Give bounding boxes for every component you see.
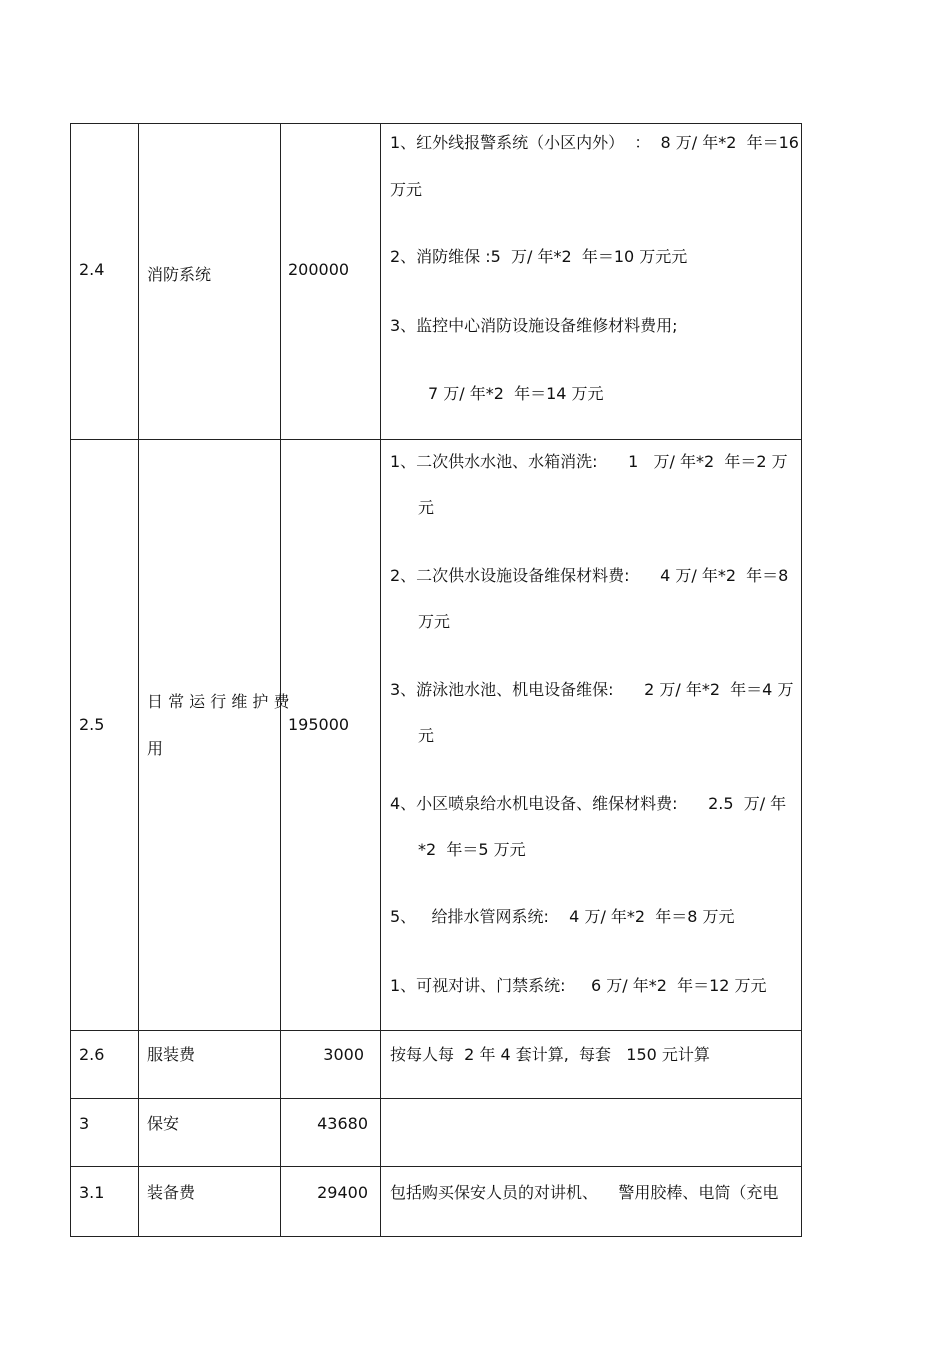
table-border bbox=[70, 1098, 802, 1099]
row-detail-line: 元 bbox=[418, 498, 435, 517]
row-item-name: 消防系统 bbox=[147, 265, 212, 284]
row-detail-line: *2 年＝5 万元 bbox=[418, 840, 526, 859]
row-detail-line: 按每人每 2 年 4 套计算, 每套 150 元计算 bbox=[390, 1045, 710, 1064]
row-detail-line: 3、监控中心消防设施设备维修材料费用; bbox=[390, 316, 678, 335]
row-item-name: 保安 bbox=[147, 1114, 180, 1133]
row-detail-line: 3、游泳池水池、机电设备维保: 2 万/ 年*2 年＝4 万 bbox=[390, 680, 794, 699]
table-border bbox=[70, 123, 71, 1237]
table-border bbox=[70, 123, 802, 124]
row-number: 2.4 bbox=[79, 260, 105, 279]
row-detail-line: 元 bbox=[418, 726, 435, 745]
row-detail-line: 包括购买保安人员的对讲机、 警用胶棒、电筒（充电 bbox=[390, 1183, 779, 1202]
row-detail-line: 万元 bbox=[418, 612, 451, 631]
row-amount: 200000 bbox=[288, 260, 350, 279]
row-detail-line: 1、可视对讲、门禁系统: 6 万/ 年*2 年＝12 万元 bbox=[390, 976, 767, 995]
row-item-name: 日 常 运 行 维 护 费 bbox=[147, 692, 290, 711]
row-detail-line: 2、二次供水设施设备维保材料费: 4 万/ 年*2 年＝8 bbox=[390, 566, 789, 585]
row-detail-line: 5、 给排水管网系统: 4 万/ 年*2 年＝8 万元 bbox=[390, 907, 735, 926]
table-border bbox=[70, 1030, 802, 1031]
row-number: 2.6 bbox=[79, 1045, 105, 1064]
row-detail-line: 万元 bbox=[390, 180, 423, 199]
row-item-name: 服装费 bbox=[147, 1045, 196, 1064]
table-border bbox=[70, 1236, 802, 1237]
row-number: 3.1 bbox=[79, 1183, 105, 1202]
row-number: 3 bbox=[79, 1114, 90, 1133]
row-detail-line: 7 万/ 年*2 年＝14 万元 bbox=[428, 384, 604, 403]
row-item-name: 装备费 bbox=[147, 1183, 196, 1202]
table-border bbox=[801, 123, 802, 1237]
row-amount: 195000 bbox=[288, 715, 350, 734]
row-detail-line: 1、二次供水水池、水箱消洗: 1 万/ 年*2 年＝2 万 bbox=[390, 452, 788, 471]
row-item-name: 用 bbox=[147, 739, 164, 758]
row-detail-line: 4、小区喷泉给水机电设备、维保材料费: 2.5 万/ 年 bbox=[390, 794, 787, 813]
row-number: 2.5 bbox=[79, 715, 105, 734]
table-border bbox=[70, 1166, 802, 1167]
table-border bbox=[70, 439, 802, 440]
row-amount: 43680 bbox=[317, 1114, 368, 1133]
row-detail-line: 2、消防维保 :5 万/ 年*2 年＝10 万元元 bbox=[390, 247, 688, 266]
row-detail-line: 1、红外线报警系统（小区内外） ： 8 万/ 年*2 年＝16 bbox=[390, 133, 799, 152]
table-border bbox=[280, 123, 281, 1237]
row-amount: 29400 bbox=[317, 1183, 368, 1202]
table-border bbox=[138, 123, 139, 1237]
row-amount: 3000 bbox=[323, 1045, 364, 1064]
table-border bbox=[380, 123, 381, 1237]
